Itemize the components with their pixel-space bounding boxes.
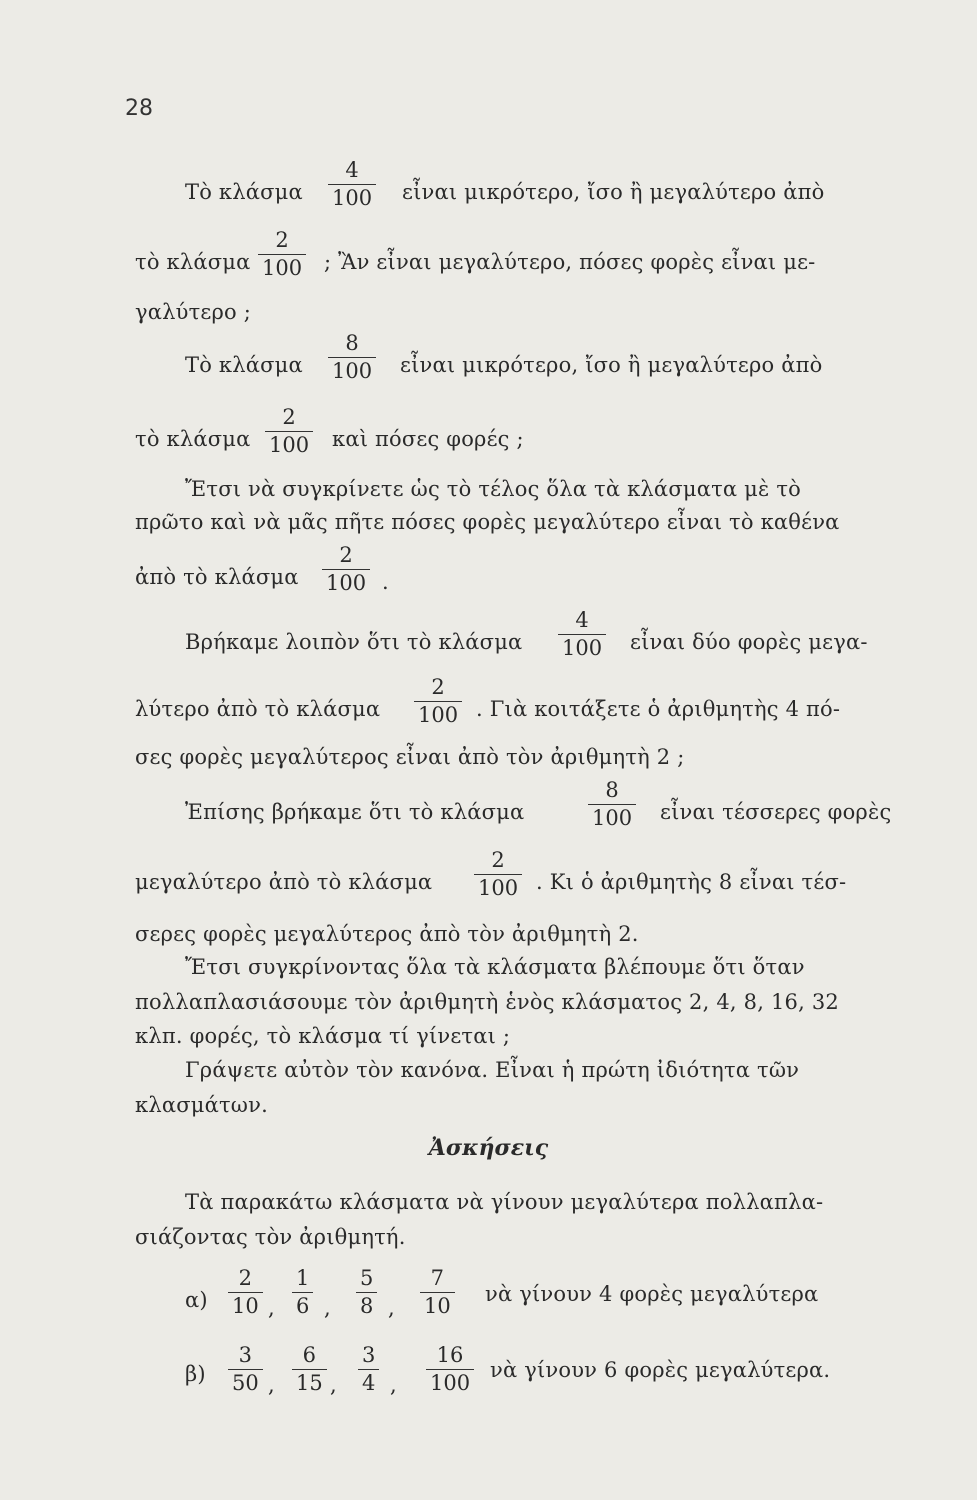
text-line: Τὸ κλάσμα bbox=[185, 180, 303, 204]
fraction-denominator: 6 bbox=[292, 1292, 313, 1317]
text-line: Ἔτσι συγκρίνοντας ὅλα τὰ κλάσματα βλέπουμε ὅτι ὅταν bbox=[185, 955, 805, 979]
text-line: Γράψετε αὐτὸν τὸν κανόνα. Εἶναι ἡ πρώτη ἰδιότητα τῶν bbox=[185, 1058, 800, 1082]
text-line: ἀπὸ τὸ κλάσμα bbox=[135, 565, 299, 589]
fraction-numerator: 3 bbox=[362, 1343, 376, 1367]
text-line: κλπ. φορές, τὸ κλάσμα τί γίνεται ; bbox=[135, 1024, 511, 1048]
page-number: 28 bbox=[125, 96, 153, 121]
text-line: σες φορὲς μεγαλύτερος εἶναι ἀπὸ τὸν ἀριθμητὴ 2 ; bbox=[135, 745, 685, 769]
text-line: Ἐπίσης βρήκαμε ὅτι τὸ κλάσμα bbox=[185, 800, 525, 824]
fraction-numerator: 6 bbox=[302, 1343, 317, 1367]
fraction bbox=[228, 1268, 263, 1317]
fraction-denominator: 8 bbox=[356, 1292, 377, 1317]
fraction-numerator: 1 bbox=[296, 1266, 310, 1290]
exercise-label: β) bbox=[185, 1362, 206, 1386]
fraction bbox=[265, 407, 313, 456]
separator: , bbox=[330, 1373, 337, 1397]
text-line: εἶναι δύο φορὲς μεγα- bbox=[630, 630, 868, 654]
exercise-text: νὰ γίνουν 6 φορὲς μεγαλύτερα. bbox=[490, 1358, 831, 1382]
fraction-numerator: 2 bbox=[339, 543, 353, 567]
text-line: τὸ κλάσμα bbox=[135, 427, 251, 451]
fraction-numerator: 7 bbox=[430, 1266, 445, 1290]
fraction-numerator: 2 bbox=[275, 228, 289, 252]
text-line: λύτερο ἀπὸ τὸ κλάσμα bbox=[135, 697, 381, 721]
fraction-numerator: 2 bbox=[238, 1266, 253, 1290]
separator: , bbox=[324, 1296, 331, 1320]
fraction bbox=[426, 1345, 474, 1394]
fraction-denominator: 100 bbox=[322, 569, 370, 594]
exercise-label: α) bbox=[185, 1288, 208, 1312]
text-line: σερες φορὲς μεγαλύτερος ἀπὸ τὸν ἀριθμητὴ 2. bbox=[135, 922, 639, 946]
text-line: Τὸ κλάσμα bbox=[185, 353, 303, 377]
text-line: κλασμάτων. bbox=[135, 1093, 268, 1117]
fraction-numerator: 2 bbox=[431, 675, 445, 699]
text-line: . Κι ὁ ἀριθμητὴς 8 εἶναι τέσ- bbox=[536, 870, 847, 894]
separator: , bbox=[388, 1296, 395, 1320]
fraction-denominator: 100 bbox=[265, 431, 313, 456]
fraction bbox=[292, 1268, 313, 1317]
separator: , bbox=[390, 1373, 397, 1397]
text-line: . bbox=[382, 570, 389, 594]
fraction bbox=[258, 230, 306, 279]
fraction bbox=[328, 333, 376, 382]
text-line: Βρήκαμε λοιπὸν ὅτι τὸ κλάσμα bbox=[185, 630, 523, 654]
text-line: Ἔτσι νὰ συγκρίνετε ὡς τὸ τέλος ὅλα τὰ κλάσματα μὲ τὸ bbox=[185, 477, 802, 501]
fraction bbox=[358, 1345, 379, 1394]
exercise-text: νὰ γίνουν 4 φορὲς μεγαλύτερα bbox=[485, 1282, 819, 1306]
text-line: καὶ πόσες φορές ; bbox=[332, 427, 524, 451]
fraction-numerator: 5 bbox=[360, 1266, 374, 1290]
fraction-denominator: 50 bbox=[228, 1369, 263, 1394]
text-line: σιάζοντας τὸν ἀριθμητή. bbox=[135, 1225, 406, 1249]
text-line: εἶναι τέσσερες φορὲς bbox=[660, 800, 892, 824]
text-line: εἶναι μικρότερο, ἴσο ἢ μεγαλύτερο ἀπὸ bbox=[402, 180, 825, 204]
text-line: εἶναι μικρότερο, ἴσο ἢ μεγαλύτερο ἀπὸ bbox=[400, 353, 823, 377]
fraction-numerator: 8 bbox=[605, 778, 619, 802]
fraction-denominator: 100 bbox=[588, 804, 636, 829]
fraction-denominator: 100 bbox=[328, 357, 376, 382]
fraction bbox=[558, 610, 606, 659]
fraction bbox=[588, 780, 636, 829]
text-line: πολλαπλασιάσουμε τὸν ἀριθμητὴ ἑνὸς κλάσματος 2, 4, 8, 16, 32 bbox=[135, 990, 839, 1014]
fraction-denominator: 4 bbox=[358, 1369, 379, 1394]
fraction-denominator: 100 bbox=[426, 1369, 474, 1394]
fraction-numerator: 8 bbox=[345, 331, 359, 355]
fraction-denominator: 100 bbox=[328, 184, 376, 209]
separator: , bbox=[268, 1373, 275, 1397]
fraction-denominator: 100 bbox=[414, 701, 462, 726]
text-line: Τὰ παρακάτω κλάσματα νὰ γίνουν μεγαλύτερα πολλαπλα- bbox=[185, 1190, 824, 1214]
fraction-numerator: 2 bbox=[282, 405, 296, 429]
fraction-numerator: 2 bbox=[491, 848, 505, 872]
text-line: μεγαλύτερο ἀπὸ τὸ κλάσμα bbox=[135, 870, 433, 894]
fraction-denominator: 10 bbox=[420, 1292, 455, 1317]
text-line: τὸ κλάσμα bbox=[135, 250, 251, 274]
fraction-denominator: 100 bbox=[474, 874, 522, 899]
fraction-denominator: 100 bbox=[258, 254, 306, 279]
separator: , bbox=[268, 1296, 275, 1320]
fraction-numerator: 4 bbox=[575, 608, 589, 632]
fraction bbox=[420, 1268, 455, 1317]
fraction bbox=[474, 850, 522, 899]
fraction bbox=[228, 1345, 263, 1394]
fraction-numerator: 3 bbox=[238, 1343, 253, 1367]
text-line: . Γιὰ κοιτάξετε ὁ ἀριθμητὴς 4 πό- bbox=[476, 697, 841, 721]
text-line: ; Ἂν εἶναι μεγαλύτερο, πόσες φορὲς εἶναι με- bbox=[324, 250, 816, 274]
fraction bbox=[414, 677, 462, 726]
section-heading: Ἀσκήσεις bbox=[428, 1135, 549, 1161]
fraction-denominator: 10 bbox=[228, 1292, 263, 1317]
fraction bbox=[292, 1345, 327, 1394]
fraction bbox=[328, 160, 376, 209]
fraction-denominator: 15 bbox=[292, 1369, 327, 1394]
fraction-numerator: 4 bbox=[345, 158, 359, 182]
fraction bbox=[356, 1268, 377, 1317]
fraction bbox=[322, 545, 370, 594]
fraction-numerator: 16 bbox=[436, 1343, 464, 1367]
text-line: γαλύτερο ; bbox=[135, 300, 252, 324]
fraction-denominator: 100 bbox=[558, 634, 606, 659]
text-line: πρῶτο καὶ νὰ μᾶς πῆτε πόσες φορὲς μεγαλύτερο εἶναι τὸ καθένα bbox=[135, 510, 840, 534]
